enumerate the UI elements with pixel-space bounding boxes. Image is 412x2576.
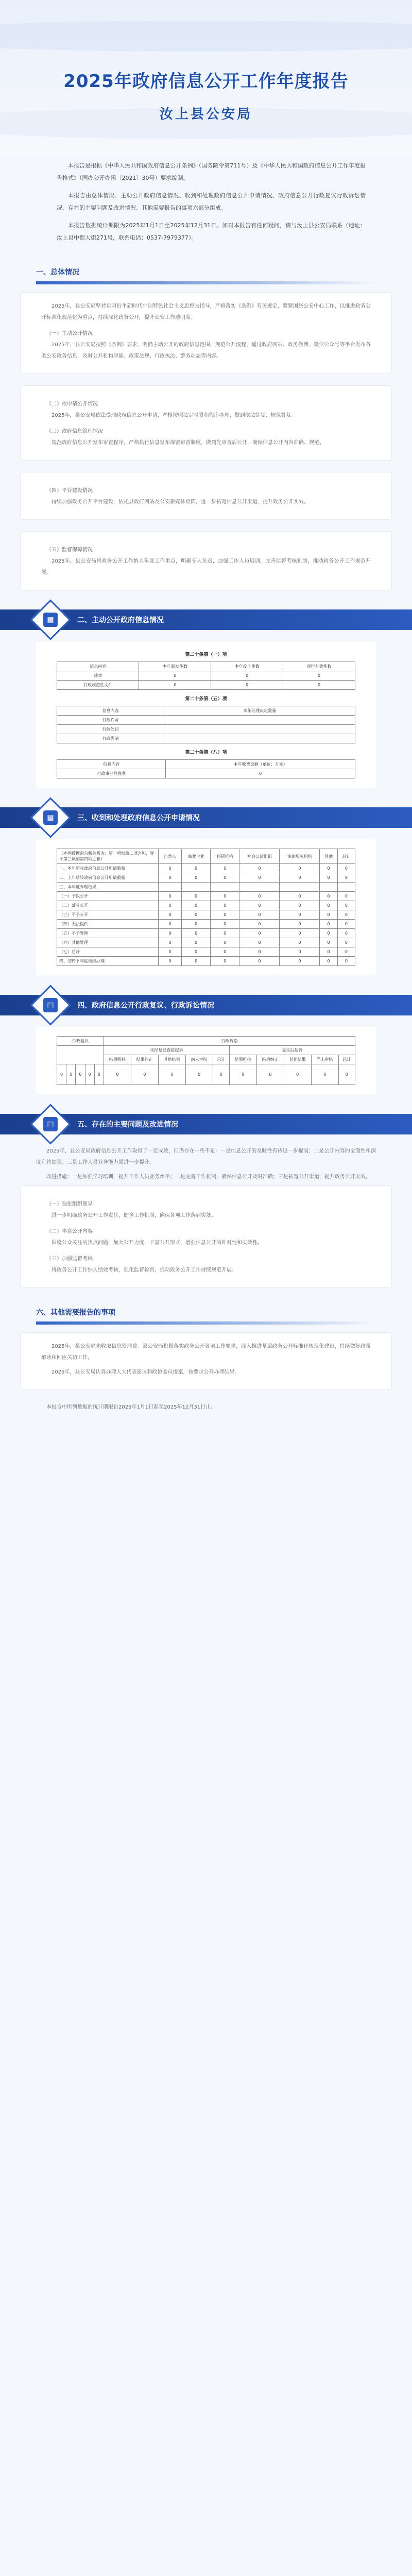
document-icon: ▤ [43, 810, 58, 825]
table-cell: 0 [337, 864, 355, 873]
table-cell: （三）不予公开 [57, 910, 159, 920]
table-header-cell: 信息内容 [57, 760, 166, 769]
table-cell [320, 883, 337, 892]
table-cell: 行政强制 [57, 734, 164, 743]
section-banner-problems [0, 1110, 412, 1139]
overview-paragraph: 2025年，县公安局坚持以习近平新时代中国特色社会主义思想为指导，严格落实《条例》有关规定，紧紧围绕公安中心工作，以推进政务公开标准化规范化为重点，持续深化政务公开，提升公安工作透明度。 [41, 303, 371, 320]
table-cell: 0 [131, 1064, 158, 1085]
table-row [57, 929, 355, 938]
table-row [57, 873, 355, 883]
review-table [57, 1036, 355, 1085]
improvement-subheading: （三）加强监督考核 [46, 1256, 93, 1262]
report-header [0, 0, 412, 155]
table-cell: 0 [337, 910, 355, 920]
table-cell: 0 [239, 910, 280, 920]
table-header-row [57, 760, 355, 769]
document-icon: ▤ [43, 1117, 58, 1131]
table-cell [164, 734, 355, 743]
table-header-cell: 本年收费金额（单位：万元） [166, 760, 355, 769]
table-cell: 0 [158, 947, 181, 957]
review-table-wrap [36, 1027, 376, 1094]
table-cell: 0 [320, 957, 337, 966]
table-cell: 0 [104, 1064, 131, 1085]
table-cell: （六）其他处理 [57, 938, 159, 947]
table-cell: 0 [320, 873, 337, 883]
table-cell: 0 [211, 947, 239, 957]
table-header-row [57, 1046, 355, 1055]
table-cell: 0 [280, 864, 320, 873]
table-cell [164, 725, 355, 734]
table-cell: 0 [66, 1064, 76, 1085]
table-cell: 0 [182, 864, 211, 873]
overview-paragraph: 持续加强政务公开平台建设，依托县政府网站及公安新媒体矩阵，进一步拓宽信息公开渠道，提升政务公开实效。 [52, 499, 309, 505]
table-header-cell: 结果维持 [104, 1055, 131, 1064]
table-cell: 0 [211, 864, 239, 873]
table-row [57, 938, 355, 947]
table-cell: 行政规范性文件 [57, 681, 139, 690]
table-header-cell: 科研机构 [211, 849, 239, 864]
document-icon: ▤ [43, 998, 58, 1012]
table-row [57, 734, 355, 743]
table-cell: （四）无法提供 [57, 920, 159, 929]
overview-card [21, 472, 391, 519]
table-cell: 三、本年度办理结果 [57, 883, 159, 892]
table-cell: 0 [213, 1064, 229, 1085]
table-cell: 0 [337, 929, 355, 938]
section-divider [36, 1321, 376, 1325]
table-cell: 0 [85, 1064, 94, 1085]
table-cell [182, 883, 211, 892]
table-header-cell: 复议后起诉 [229, 1046, 355, 1055]
overview-paragraph: 2025年，县公安局依法受理政府信息公开申请，严格按照法定时限和程序办理，做到依法答复、规范答复。 [52, 413, 297, 418]
table-cell: 0 [211, 929, 239, 938]
table-cell: 0 [280, 873, 320, 883]
table-cell: （一）予以公开 [57, 892, 159, 901]
section-title-other: 六、其他需要报告的事项 [36, 1309, 115, 1317]
table-cell: 0 [280, 957, 320, 966]
table-header-cell: 总计 [213, 1055, 229, 1064]
table-header-cell: 行政诉讼 [104, 1037, 355, 1046]
table-cell: 0 [320, 929, 337, 938]
section-divider [36, 281, 376, 284]
overview-subheading: （四）平台建设情况 [46, 488, 93, 494]
table-cell: 0 [239, 957, 280, 966]
table-row [57, 716, 355, 725]
table-header-cell: 本年废止件数 [211, 662, 283, 671]
table-cell: 0 [239, 864, 280, 873]
table-cell: （二）部分公开 [57, 901, 159, 910]
other-paragraph: 2025年，县公安局未收取信息处理费。县公安局积极落实政务公开各项工作要求，深入推进基层政务公开标准化规范化建设，持续做好政策解读和回应关切工作。 [41, 1344, 371, 1361]
table-cell: 0 [158, 901, 181, 910]
table-row [57, 681, 355, 690]
overview-card [21, 386, 391, 460]
table-cell: 0 [337, 957, 355, 966]
table-cell: 行政许可 [57, 716, 164, 725]
apply-table [57, 849, 355, 966]
table-cell: 0 [280, 910, 320, 920]
section-title-problems: 五、存在的主要问题及改进情况 [77, 1121, 178, 1129]
table-caption: 第二十条第（五）项 [185, 697, 227, 702]
table-cell: 0 [320, 938, 337, 947]
table-cell: 0 [320, 910, 337, 920]
active-table-3 [57, 759, 355, 778]
table-header-cell: 结果纠正 [256, 1055, 284, 1064]
table-header-cell: 未经复议直接起诉 [104, 1046, 229, 1055]
table-row [57, 957, 355, 966]
table-cell: 0 [337, 920, 355, 929]
table-cell [158, 883, 181, 892]
report-title: 2025年政府信息公开工作年度报告 [63, 71, 349, 92]
table-cell: 0 [337, 892, 355, 901]
table-cell: 0 [139, 681, 211, 690]
table-header-cell: 社会公益组织 [239, 849, 280, 864]
table-caption: 第二十条第（八）项 [185, 750, 227, 755]
section-banner-active [0, 605, 412, 634]
table-cell: 0 [284, 1064, 311, 1085]
table-cell: 0 [337, 901, 355, 910]
table-cell: 0 [320, 920, 337, 929]
problems-paragraph: 改进措施：一是加强学习培训，提升工作人员业务水平；二是完善工作机制，确保信息公开及时准确；三是拓宽公开渠道，提升政务公开实效。 [46, 1174, 371, 1180]
table-cell: 0 [337, 938, 355, 947]
table-row [57, 725, 355, 734]
table-cell: 0 [239, 892, 280, 901]
table-cell: 0 [94, 1064, 104, 1085]
table-header-cell: 尚未审结 [311, 1055, 338, 1064]
table-cell: 0 [337, 947, 355, 957]
table-header-row [57, 706, 355, 716]
overview-paragraph: 规范政府信息公开发布审查程序，严格执行信息发布保密审查制度，做到先审查后公开，确保信息公开内容准确、规范。 [52, 440, 324, 446]
table-cell: 0 [256, 1064, 284, 1085]
table-header-cell: 结果纠正 [131, 1055, 158, 1064]
other-paragraph: 2025年，县公安局认真办理人大代表建议和政协委员提案，按要求公开办理结果。 [52, 1369, 240, 1375]
table-cell: 行政事业性收费 [57, 769, 166, 778]
table-row [57, 769, 355, 778]
table-cell: 0 [320, 901, 337, 910]
table-row [57, 892, 355, 901]
table-header-cell: 本年处理决定数量 [164, 706, 355, 716]
table-cell: 0 [280, 920, 320, 929]
table-cell: 0 [211, 910, 239, 920]
table-cell: 0 [182, 929, 211, 938]
improvement-subheading: （一）强化组织领导 [46, 1201, 93, 1207]
closing-paragraph: 本报告中所列数据的统计期限自2025年1月1日起至2025年12月31日止。 [46, 1404, 216, 1410]
apply-table-wrap [36, 839, 376, 975]
improvement-subheading: （二）丰富公开内容 [46, 1229, 93, 1234]
table-cell: 0 [158, 873, 181, 883]
table-header-cell: 法律服务机构 [280, 849, 320, 864]
table-cell: 0 [182, 947, 211, 957]
table-cell: 0 [166, 769, 355, 778]
table-header-cell: 信息内容 [57, 706, 164, 716]
table-cell [280, 883, 320, 892]
table-row [57, 910, 355, 920]
table-cell [211, 883, 239, 892]
intro-paragraph: 本报告数据统计期限为2025年1月1日至2025年12月31日。如对本报告有任何疑问，请与汝上县公安局联系（地址：汝上县中都大街271号，联系电话：0537-7979377）。 [57, 222, 366, 241]
overview-paragraph: 2025年，县公安局将政务公开工作纳入年度工作重点，明确专人负责，加强工作人员培训，完善监督考核机制，推动政务公开工作规范开展。 [41, 558, 371, 575]
table-cell: （五）不予处理 [57, 929, 159, 938]
overview-subheading: （五）监督保障情况 [46, 547, 93, 553]
table-header-cell: 结果维持 [229, 1055, 256, 1064]
section-title-overview: 一、总体情况 [36, 268, 79, 277]
table-header-row [57, 662, 355, 671]
table-cell [164, 716, 355, 725]
table-cell: 二、上年结转政府信息公开申请数量 [57, 873, 159, 883]
table-cell: 0 [211, 920, 239, 929]
table-cell: 0 [211, 671, 283, 681]
table-cell: 0 [158, 920, 181, 929]
table-cell: 0 [283, 681, 355, 690]
table-header-cell: 总计 [338, 1055, 355, 1064]
table-header-cell: 总计 [337, 849, 355, 864]
table-cell: 0 [283, 671, 355, 681]
table-header-cell: 信息内容 [57, 662, 139, 671]
table-header-cell: 其他结果 [158, 1055, 185, 1064]
table-header-cell: （本列数据的勾稽关系为：第一项加第二项之和，等于第三项加第四项之和） [57, 849, 159, 864]
table-cell: 规章 [57, 671, 139, 681]
table-cell: 0 [158, 910, 181, 920]
table-row [57, 920, 355, 929]
table-cell: 0 [239, 920, 280, 929]
table-cell: 0 [280, 929, 320, 938]
section-banner-apply [0, 803, 412, 832]
table-row [57, 864, 355, 873]
table-cell: 0 [211, 938, 239, 947]
table-cell: 0 [158, 892, 181, 901]
table-row [57, 671, 355, 681]
report-subtitle: 汝上县公安局 [159, 107, 252, 122]
table-cell: 一、本年新收政府信息公开申请数量 [57, 864, 159, 873]
overview-subheading: （三）政府信息管理情况 [46, 429, 103, 434]
table-cell: 0 [158, 957, 181, 966]
table-cell: 0 [182, 892, 211, 901]
table-row [57, 1064, 355, 1085]
table-cell: 0 [239, 901, 280, 910]
table-cell: 0 [158, 864, 181, 873]
overview-card [21, 293, 391, 374]
overview-card [21, 532, 391, 590]
table-cell [239, 883, 280, 892]
table-cell: 0 [239, 947, 280, 957]
table-header-row [57, 1037, 355, 1046]
table-cell: 0 [311, 1064, 338, 1085]
section-title-active: 二、主动公开政府信息情况 [77, 616, 164, 624]
table-cell: 0 [158, 1064, 185, 1085]
table-cell: 0 [211, 892, 239, 901]
table-header-cell: 自然人 [158, 849, 181, 864]
table-header-cell: 尚未审结 [185, 1055, 213, 1064]
improvement-paragraph: 围绕公众关注的热点问题，加大公开力度，丰富公开形式，增强信息公开的针对性和实效性。 [52, 1240, 263, 1246]
table-header-row [57, 849, 355, 864]
table-cell: 0 [337, 873, 355, 883]
table-row [57, 883, 355, 892]
table-header-cell: 行政复议 [57, 1037, 104, 1046]
problems-block [0, 1146, 412, 1183]
table-cell: （七）总计 [57, 947, 159, 957]
overview-subheading: （一）主动公开情况 [46, 331, 93, 336]
table-row [57, 947, 355, 957]
table-cell: 0 [182, 901, 211, 910]
table-cell: 0 [139, 671, 211, 681]
table-cell: 0 [239, 929, 280, 938]
table-cell: 0 [76, 1064, 85, 1085]
table-header-cell: 商业企业 [182, 849, 211, 864]
active-disclosure-tables [36, 641, 376, 788]
table-cell: 0 [185, 1064, 213, 1085]
active-table-2 [57, 706, 355, 743]
table-header-cell [57, 1046, 104, 1064]
closing-block [0, 1402, 412, 1413]
table-cell: 0 [320, 892, 337, 901]
table-cell: 0 [280, 901, 320, 910]
table-cell: 0 [158, 929, 181, 938]
table-row [57, 901, 355, 910]
table-cell: 0 [320, 947, 337, 957]
table-cell: 0 [211, 873, 239, 883]
table-cell: 0 [182, 910, 211, 920]
table-cell: 0 [280, 938, 320, 947]
table-cell [337, 883, 355, 892]
table-cell: 0 [211, 681, 283, 690]
table-caption: 第二十条第（一）项 [185, 652, 227, 657]
intro-block [0, 155, 412, 260]
document-icon: ▤ [43, 613, 58, 627]
table-cell: 行政处罚 [57, 725, 164, 734]
table-cell: 0 [211, 901, 239, 910]
table-cell: 0 [211, 957, 239, 966]
table-header-cell: 其他结果 [284, 1055, 311, 1064]
table-header-cell: 现行有效件数 [283, 662, 355, 671]
table-header-cell: 本年制发件数 [139, 662, 211, 671]
table-cell: 0 [182, 957, 211, 966]
active-table-1 [57, 662, 355, 690]
table-cell: 0 [338, 1064, 355, 1085]
table-cell: 0 [182, 938, 211, 947]
table-cell: 四、结转下年度继续办理 [57, 957, 159, 966]
table-cell: 0 [320, 864, 337, 873]
table-header-cell: 其他 [320, 849, 337, 864]
section-title-apply: 三、收到和处理政府信息公开申请情况 [77, 814, 200, 822]
improvement-paragraph: 将政务公开工作纳入绩效考核，强化监督检查，推动政务公开工作持续规范开展。 [52, 1267, 237, 1273]
table-cell: 0 [239, 873, 280, 883]
overview-subheading: （二）依申请公开情况 [46, 401, 98, 407]
overview-paragraph: 2025年，县公安局按照《条例》要求，明确主动公开的政府信息范围，规范公开流程，通过政府网站、政务微博、微信公众号等平台发布各类公安政务信息，及时公开机构职能、政策法规、行政执法、警务动态等内容。 [41, 342, 371, 359]
apply-table-body [57, 864, 355, 966]
table-cell: 0 [280, 892, 320, 901]
problems-paragraph: 2025年，县公安局政府信息公开工作取得了一定成效，但仍存在一些不足：一是信息公开的及时性有待进一步提高；二是公开内容的全面性和深度有待加强；三是工作人员业务能力需进一步提升。 [36, 1148, 376, 1165]
improvement-card [21, 1186, 391, 1287]
table-cell: 0 [182, 873, 211, 883]
section-banner-review [0, 991, 412, 1020]
table-cell: 0 [57, 1064, 66, 1085]
table-cell: 0 [280, 947, 320, 957]
table-cell: 0 [229, 1064, 256, 1085]
other-card [21, 1333, 391, 1389]
improvement-paragraph: 进一步明确政务公开工作责任，健全工作机制，确保各项工作落到实处。 [52, 1213, 216, 1218]
intro-paragraph: 本报告是根据《中华人民共和国政府信息公开条例》（国务院令第711号）及《中华人民共和国政府信息公开工作年度报告格式》（国办公开办函〔2021〕30号）要求编制。 [57, 162, 366, 181]
table-cell: 0 [182, 920, 211, 929]
intro-paragraph: 本报告由总体情况、主动公开政府信息情况、收到和处理政府信息公开申请情况、政府信息公开行政复议行政诉讼情况、存在的主要问题及改进情况、其他需要报告的事项六部分组成。 [57, 192, 366, 211]
section-title-review: 四、政府信息公开行政复议、行政诉讼情况 [77, 1002, 214, 1010]
table-cell: 0 [239, 938, 280, 947]
table-cell: 0 [158, 938, 181, 947]
